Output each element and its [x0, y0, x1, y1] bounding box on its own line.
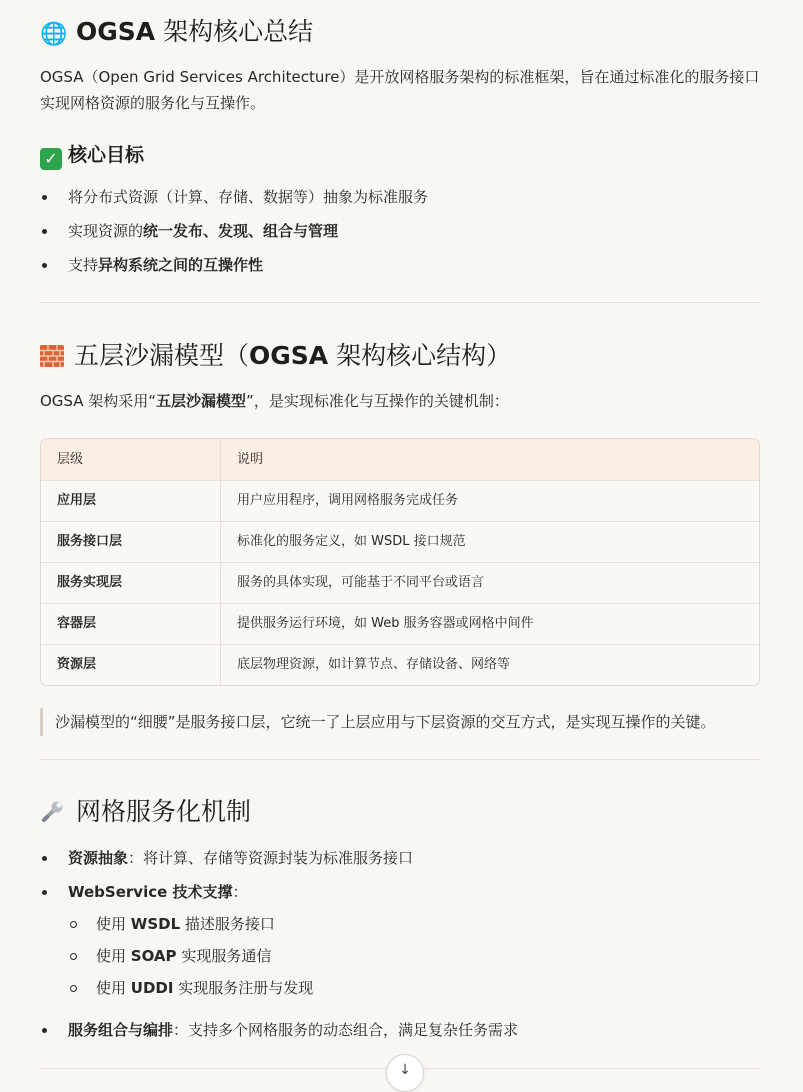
bullet-icon	[42, 229, 47, 234]
layers-table	[40, 438, 760, 686]
bullet-icon	[42, 195, 47, 200]
bullet-icon	[42, 890, 47, 895]
blockquote: 沙漏模型的“细腰”是服务接口层，它统一了上层应用与下层资源的交互方式，是实现互操作的关键。	[40, 708, 716, 736]
table-header-cell: 说明	[237, 452, 264, 467]
bullet-icon	[42, 263, 47, 268]
table-cell: 底层物理资源，如计算节点、存储设备、网络等	[237, 657, 511, 672]
table-header-cell: 层级	[41, 439, 221, 480]
scroll-to-bottom-button[interactable]	[386, 1054, 424, 1092]
table-cell: 应用层	[41, 481, 221, 521]
hollow-bullet-icon	[70, 953, 77, 960]
bullet-icon	[42, 856, 47, 861]
heading-ogsa-summary: 🌐 OGSA 架构核心总结	[40, 16, 313, 51]
wrench-icon	[40, 800, 66, 824]
arrow-down-icon: ↓	[399, 1062, 411, 1078]
brick-icon	[40, 345, 64, 367]
table-cell: 服务的具体实现，可能基于不同平台或语言	[237, 575, 485, 590]
table-header-row	[41, 439, 759, 480]
divider	[40, 302, 760, 303]
table-cell: 服务接口层	[41, 522, 221, 562]
table-row	[41, 480, 759, 521]
bullet-icon	[42, 1028, 47, 1033]
table-row	[41, 521, 759, 562]
hollow-bullet-icon	[70, 921, 77, 928]
table-cell: 服务实现层	[41, 563, 221, 603]
hollow-bullet-icon	[70, 985, 77, 992]
table-cell: 标准化的服务定义，如 WSDL 接口规范	[237, 534, 466, 549]
check-mark-icon: ✓	[40, 148, 62, 170]
table-row	[41, 644, 759, 685]
heading-core-goals: ✓ 核心目标	[40, 142, 144, 170]
table-row	[41, 562, 759, 603]
table-cell: 提供服务运行环境，如 Web 服务容器或网格中间件	[237, 616, 534, 631]
table-cell: 容器层	[41, 604, 221, 644]
table-cell: 资源层	[41, 645, 221, 685]
model-intro-paragraph: OGSA 架构采用“五层沙漏模型”，是实现标准化与互操作的关键机制：	[40, 392, 509, 410]
heading-hourglass-model: 五层沙漏模型（OGSA 架构核心结构）	[40, 340, 511, 372]
divider	[40, 759, 760, 760]
table-row	[41, 603, 759, 644]
heading-grid-service-mechanism: 网格服务化机制	[40, 796, 251, 828]
globe-icon: 🌐	[40, 22, 68, 47]
intro-paragraph: OGSA（Open Grid Services Architecture）是开放网格服务架构的标准框架，旨在通过标准化的服务接口实现网格资源的服务化与互操作。	[40, 68, 760, 112]
table-cell: 用户应用程序，调用网格服务完成任务	[237, 493, 459, 508]
